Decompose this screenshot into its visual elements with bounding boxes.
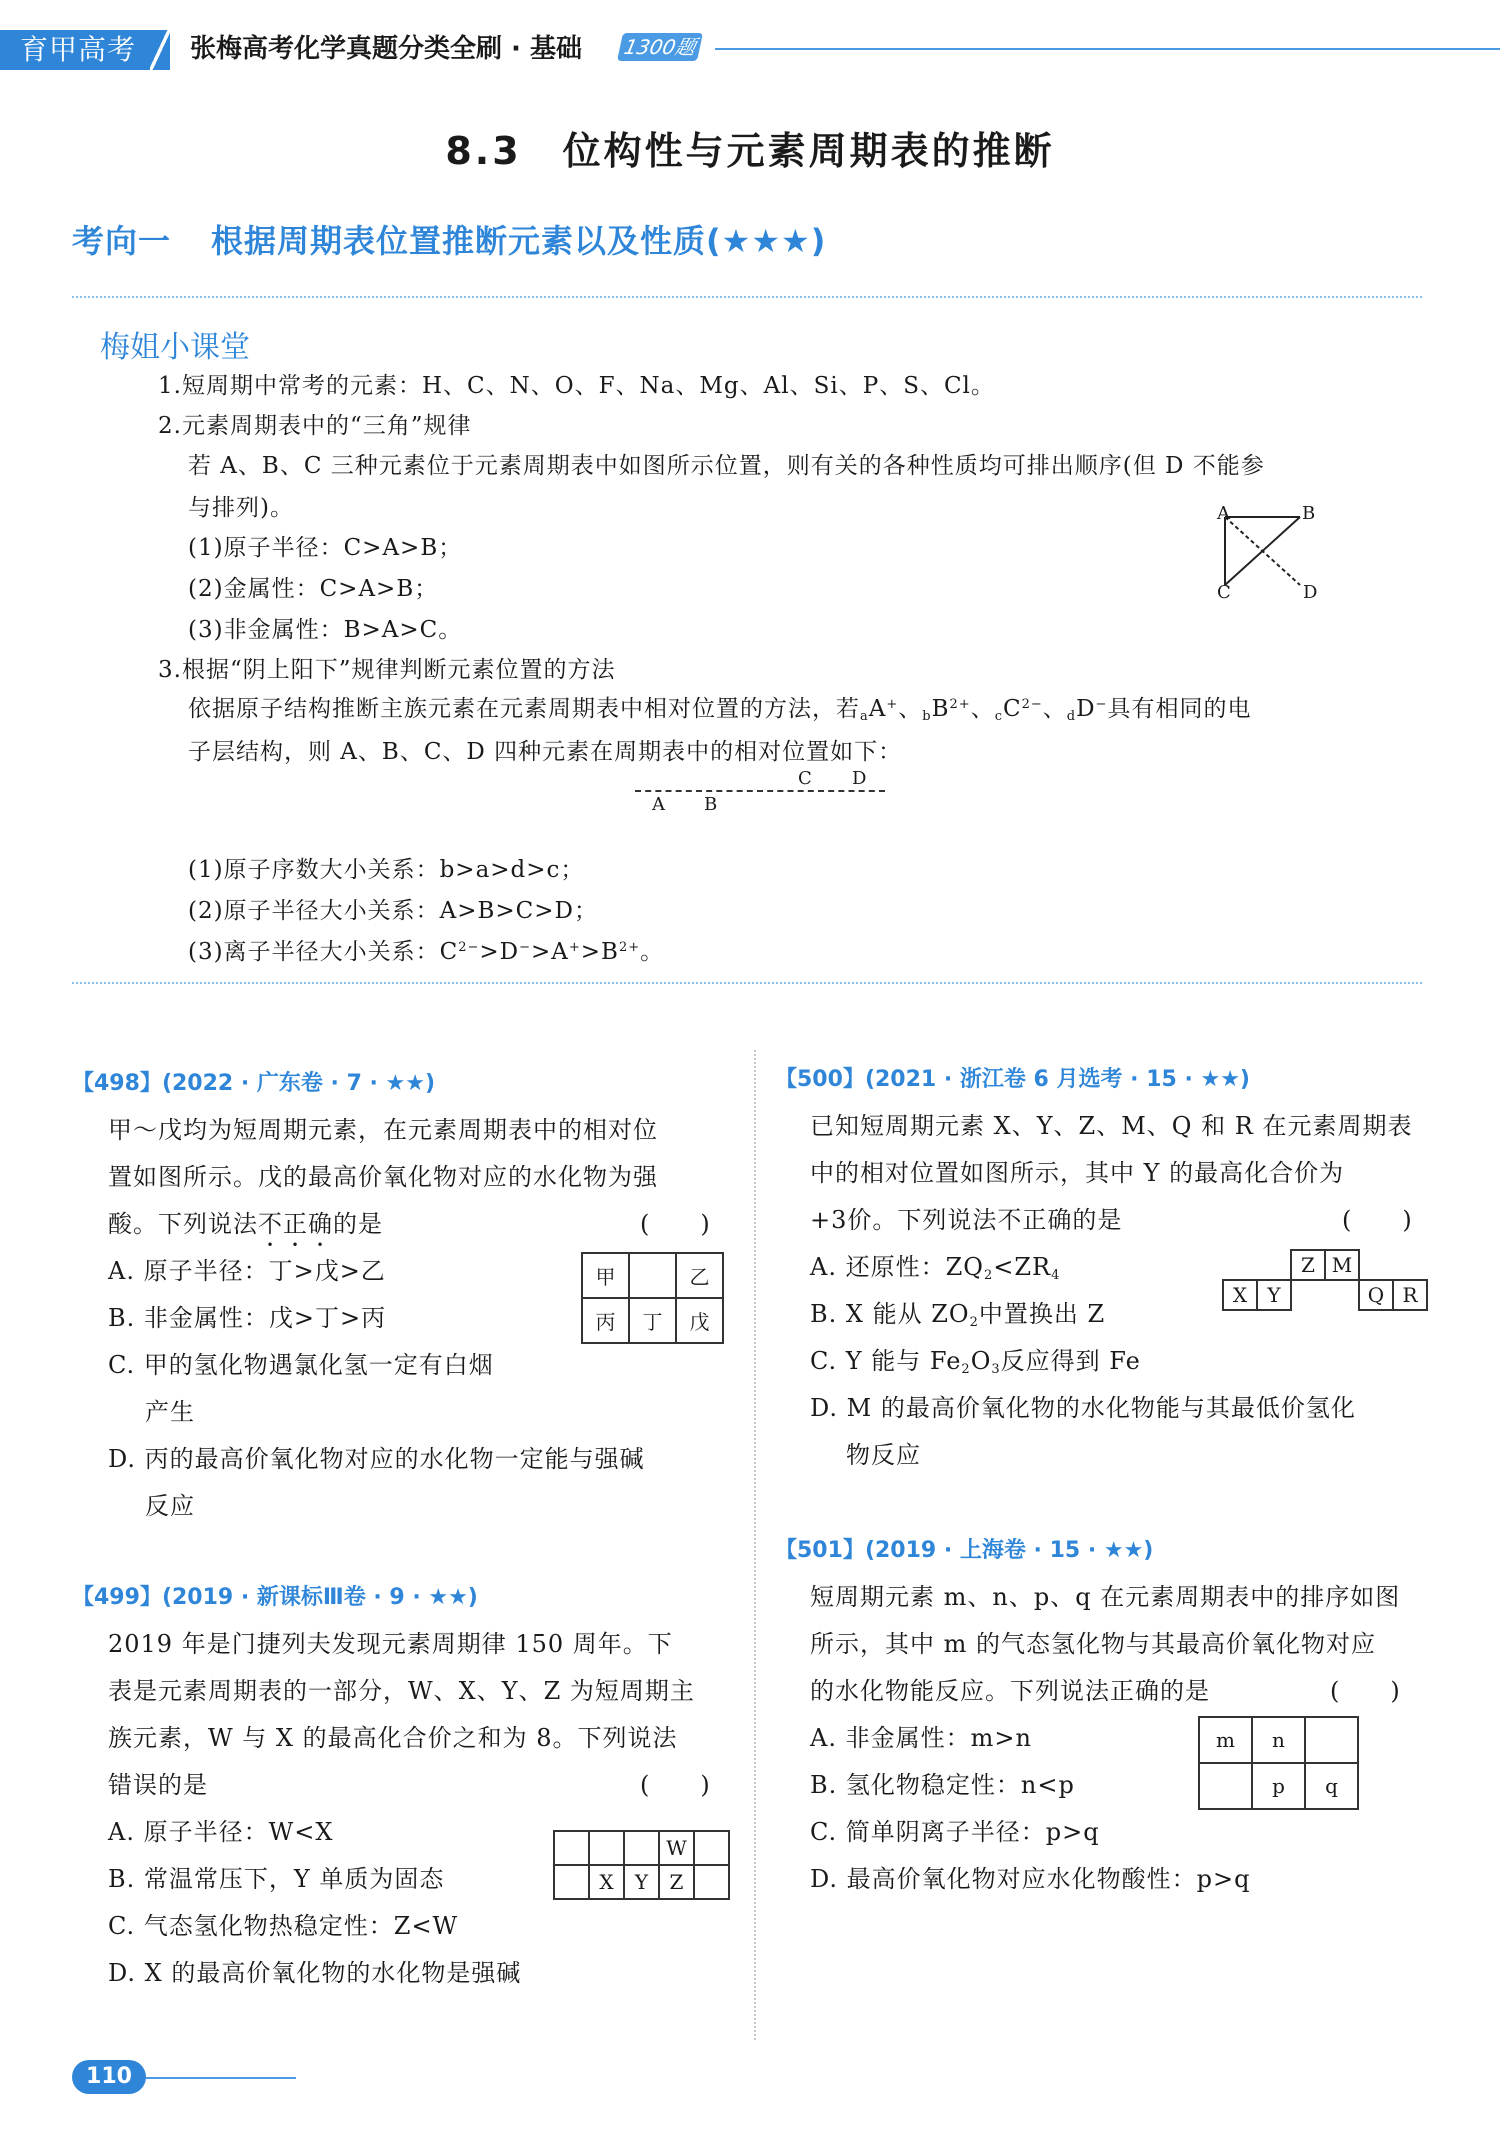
period-label-d: D xyxy=(852,768,867,789)
q500-option-a xyxy=(810,1247,1060,1283)
s3-part-4: >B xyxy=(580,939,619,965)
grid-cell: 丁 xyxy=(629,1298,676,1343)
q499-line-3: 族元素，W 与 X 的最高化合价之和为 8。下列说法 xyxy=(108,1724,678,1752)
q498-number: 【498】 xyxy=(72,1071,162,1096)
q498-answer-paren: ( ) xyxy=(640,1210,711,1238)
ion-d-charge: − xyxy=(1095,697,1108,712)
grid-cell xyxy=(624,1831,659,1865)
grid-cell xyxy=(1199,1763,1252,1809)
grid-cell: 丙 xyxy=(582,1298,629,1343)
grid-cell xyxy=(1325,1280,1359,1310)
q499-option-d: D. X 的最高价氧化物的水化物是强碱 xyxy=(108,1959,522,1987)
s3-charge-1: 2− xyxy=(458,940,480,955)
grid-cell: p xyxy=(1252,1763,1305,1809)
ion-c-charge: 2− xyxy=(1021,697,1043,712)
q498-line-1: 甲～戊均为短周期元素，在元素周期表中的相对位 xyxy=(108,1116,658,1144)
classroom-s1: (1)原子序数大小关系：b>a>d>c； xyxy=(188,857,585,883)
q499-answer-paren: ( ) xyxy=(640,1771,711,1799)
grid-cell: M xyxy=(1325,1250,1359,1280)
q498-option-d-cont: 反应 xyxy=(145,1492,195,1520)
q500-c-text-1: C. Y 能与 Fe xyxy=(810,1347,962,1375)
grid-cell: X xyxy=(1223,1280,1257,1310)
classroom-p3a xyxy=(188,690,1251,724)
page-header xyxy=(0,0,1500,70)
q501-periodic-grid xyxy=(1198,1716,1359,1810)
ion-b-subscript: b xyxy=(922,709,932,724)
period-label-b: B xyxy=(704,794,718,815)
classroom-p2b: 与排列)。 xyxy=(188,495,294,521)
q500-option-d: D. M 的最高价氧化物的水化物能与其最低价氢化 xyxy=(810,1394,1356,1422)
grid-cell: Y xyxy=(1257,1280,1291,1310)
q500-c-sub-2: 3 xyxy=(991,1362,1001,1377)
divider-bottom xyxy=(72,982,1422,984)
q498-header xyxy=(72,1066,435,1097)
ion-c-subscript: c xyxy=(994,709,1003,724)
q498-emphasis: 不正确 xyxy=(258,1210,333,1238)
grid-cell: Y xyxy=(624,1865,659,1899)
q498-option-a: A. 原子半径：丁>戊>乙 xyxy=(108,1257,386,1285)
q500-option-b xyxy=(810,1294,1105,1330)
q500-a-text-1: A. 还原性：ZQ xyxy=(810,1253,984,1281)
q500-line-2: 中的相对位置如图所示，其中 Y 的最高化合价为 xyxy=(810,1159,1345,1187)
grid-row xyxy=(582,1253,723,1298)
q501-line-2: 所示，其中 m 的气态氢化物与其最高价氧化物对应 xyxy=(810,1630,1377,1658)
q499-option-a: A. 原子半径：W<X xyxy=(108,1818,334,1846)
grid-cell xyxy=(694,1865,729,1899)
grid-cell xyxy=(554,1865,589,1899)
s3-charge-3: + xyxy=(568,940,581,955)
classroom-title: 梅姐小课堂 xyxy=(100,330,250,365)
divider-top xyxy=(72,296,1422,298)
grid-cell xyxy=(1359,1250,1393,1280)
ion-b-symbol: B xyxy=(931,696,950,722)
s3-part-2: >D xyxy=(479,939,520,965)
q498-line-2: 置如图所示。戊的最高价氧化物对应的水化物为强 xyxy=(108,1163,658,1191)
grid-cell: 甲 xyxy=(582,1253,629,1298)
classroom-r1: (1)原子半径：C>A>B； xyxy=(188,535,463,561)
q500-line-3: +3价。下列说法不正确的是 xyxy=(810,1206,1123,1234)
q499-line-4: 错误的是 xyxy=(108,1771,208,1799)
p3a-text-end: 具有相同的电 xyxy=(1107,696,1252,722)
brand-slash-decoration xyxy=(150,30,170,70)
grid-cell xyxy=(1291,1280,1325,1310)
triangle-label-a: A xyxy=(1217,503,1230,524)
section-title: 8.3 位构性与元素周期表的推断 xyxy=(445,129,1055,173)
ion-b-charge: 2+ xyxy=(949,697,971,712)
q499-header xyxy=(72,1580,478,1611)
classroom-p2: 2.元素周期表中的“三角”规律 xyxy=(158,413,472,439)
q498-option-d: D. 丙的最高价氧化物对应的水化物一定能与强碱 xyxy=(108,1445,645,1473)
classroom-r3: (3)非金属性：B>A>C。 xyxy=(188,617,463,643)
grid-cell: R xyxy=(1393,1280,1427,1310)
q498-line-3 xyxy=(108,1204,383,1252)
ion-separator-2: 、 xyxy=(970,696,995,722)
period-label-a: A xyxy=(652,794,665,815)
grid-cell xyxy=(554,1831,589,1865)
grid-cell: m xyxy=(1199,1717,1252,1763)
grid-row xyxy=(1199,1717,1358,1763)
q498-option-c: C. 甲的氢化物遇氯化氢一定有白烟 xyxy=(108,1351,494,1379)
classroom-p2a: 若 A、B、C 三种元素位于元素周期表中如图所示位置，则有关的各种性质均可排出顺序(但 D 不能参 xyxy=(188,453,1265,479)
q500-c-text-3: 反应得到 Fe xyxy=(1000,1347,1141,1375)
grid-cell: 戊 xyxy=(676,1298,723,1343)
q501-header xyxy=(775,1533,1153,1564)
q499-line-1: 2019 年是门捷列夫发现元素周期律 150 周年。下 xyxy=(108,1630,673,1658)
q500-a-sub-1: 2 xyxy=(983,1268,994,1283)
grid-row xyxy=(1223,1250,1427,1280)
page-number: 110 xyxy=(72,2060,146,2094)
q501-option-a: A. 非金属性：m>n xyxy=(810,1724,1032,1752)
s3-charge-2: − xyxy=(519,940,531,955)
q499-line-2: 表是元素周期表的一部分，W、X、Y、Z 为短周期主 xyxy=(108,1677,695,1705)
ion-a-symbol: A xyxy=(868,696,887,722)
book-title: 张梅高考化学真题分类全刷 · 基础 xyxy=(190,34,582,64)
topic-heading xyxy=(72,216,826,262)
column-divider xyxy=(754,1050,756,2040)
q501-answer-paren: ( ) xyxy=(1330,1677,1401,1705)
grid-cell xyxy=(694,1831,729,1865)
period-label-c: C xyxy=(798,768,812,789)
q498-line-3-end: 的是 xyxy=(333,1210,383,1238)
classroom-s3 xyxy=(188,933,664,966)
ion-separator-3: 、 xyxy=(1042,696,1067,722)
triangle-label-c: C xyxy=(1217,582,1231,603)
q500-b-text-2: 中置换出 Z xyxy=(978,1300,1106,1328)
triangle-diagram xyxy=(1210,500,1320,614)
q501-line-1: 短周期元素 m、n、p、q 在元素周期表中的排序如图 xyxy=(810,1583,1401,1611)
q500-a-text-2: <ZR xyxy=(993,1253,1052,1281)
grid-cell: Z xyxy=(659,1865,694,1899)
topic-text: 根据周期表位置推断元素以及性质(★★★) xyxy=(211,222,827,260)
q499-meta: (2019 · 新课标Ⅲ卷 · 9 · ★★) xyxy=(161,1585,478,1610)
q501-meta: (2019 · 上海卷 · 15 · ★★) xyxy=(864,1538,1154,1563)
q500-meta: (2021 · 浙江卷 6 月选考 · 15 · ★★) xyxy=(864,1067,1250,1092)
period-dashed-line xyxy=(635,790,885,792)
classroom-p3: 3.根据“阴上阳下”规律判断元素位置的方法 xyxy=(158,657,616,683)
q500-b-sub: 2 xyxy=(969,1315,979,1330)
grid-row xyxy=(554,1865,729,1899)
grid-cell xyxy=(1223,1250,1257,1280)
grid-row xyxy=(582,1298,723,1343)
ion-d-subscript: d xyxy=(1066,709,1077,724)
q500-option-d-cont: 物反应 xyxy=(846,1441,921,1469)
grid-cell xyxy=(1393,1250,1427,1280)
ion-a-charge: + xyxy=(886,697,899,712)
q500-c-text-2: O xyxy=(970,1347,992,1375)
q498-option-c-cont: 产生 xyxy=(145,1398,195,1426)
grid-cell xyxy=(1305,1717,1358,1763)
q500-answer-paren: ( ) xyxy=(1342,1206,1413,1234)
q500-option-c xyxy=(810,1341,1141,1377)
grid-cell: W xyxy=(659,1831,694,1865)
grid-cell: 乙 xyxy=(676,1253,723,1298)
classroom-r2: (2)金属性：C>A>B； xyxy=(188,576,439,602)
topic-lead: 考向一 xyxy=(72,222,172,260)
grid-row xyxy=(554,1831,729,1865)
grid-cell xyxy=(1257,1250,1291,1280)
classroom-p3b: 子层结构，则 A、B、C、D 四种元素在周期表中的相对位置如下： xyxy=(188,739,903,765)
s3-part-1: (3)离子半径大小关系：C xyxy=(188,939,459,965)
q500-c-sub-1: 2 xyxy=(961,1362,971,1377)
q500-line-1: 已知短周期元素 X、Y、Z、M、Q 和 R 在元素周期表 xyxy=(810,1112,1413,1140)
question-count-badge: 1300题 xyxy=(617,33,703,61)
q500-header xyxy=(775,1062,1250,1093)
q501-number: 【501】 xyxy=(775,1538,865,1563)
triangle-label-d: D xyxy=(1303,582,1318,603)
p3a-text-start: 依据原子结构推断主族元素在元素周期表中相对位置的方法，若 xyxy=(188,696,860,722)
brand-label: 育甲高考 xyxy=(0,30,150,70)
grid-cell: n xyxy=(1252,1717,1305,1763)
q498-periodic-grid xyxy=(581,1252,724,1344)
ion-c-symbol: C xyxy=(1002,696,1022,722)
s3-part-3: >A xyxy=(530,939,569,965)
grid-cell: Q xyxy=(1359,1280,1393,1310)
q499-periodic-grid xyxy=(553,1830,730,1900)
q499-option-b: B. 常温常压下，Y 单质为固态 xyxy=(108,1865,445,1893)
ion-separator-1: 、 xyxy=(898,696,923,722)
grid-row xyxy=(1199,1763,1358,1809)
q501-option-d: D. 最高价氧化物对应水化物酸性：p>q xyxy=(810,1865,1251,1893)
grid-cell xyxy=(629,1253,676,1298)
q498-meta: (2022 · 广东卷 · 7 · ★★) xyxy=(161,1071,436,1096)
q500-periodic-grid xyxy=(1222,1249,1428,1311)
triangle-label-b: B xyxy=(1302,503,1316,524)
header-rule xyxy=(715,48,1500,50)
q499-number: 【499】 xyxy=(72,1585,162,1610)
q501-line-3: 的水化物能反应。下列说法正确的是 xyxy=(810,1677,1210,1705)
ion-a-subscript: a xyxy=(860,709,869,724)
grid-cell xyxy=(589,1831,624,1865)
ion-d-symbol: D xyxy=(1076,696,1096,722)
q501-option-b: B. 氢化物稳定性：n<p xyxy=(810,1771,1075,1799)
s3-part-5: 。 xyxy=(640,939,665,965)
grid-cell: Z xyxy=(1291,1250,1325,1280)
q498-option-b: B. 非金属性：戊>丁>丙 xyxy=(108,1304,387,1332)
grid-cell: q xyxy=(1305,1763,1358,1809)
grid-cell: X xyxy=(589,1865,624,1899)
footer-rule xyxy=(146,2077,296,2079)
q500-number: 【500】 xyxy=(775,1067,865,1092)
classroom-p1: 1.短周期中常考的元素：H、C、N、O、F、Na、Mg、Al、Si、P、S、Cl。 xyxy=(158,373,995,399)
classroom-s2: (2)原子半径大小关系：A>B>C>D； xyxy=(188,898,598,924)
q499-option-c: C. 气态氢化物热稳定性：Z<W xyxy=(108,1912,459,1940)
q501-option-c: C. 简单阴离子半径：p>q xyxy=(810,1818,1100,1846)
q498-line-3-start: 酸。下列说法 xyxy=(108,1210,258,1238)
s3-charge-4: 2+ xyxy=(618,940,641,955)
q500-b-text-1: B. X 能从 ZO xyxy=(810,1300,970,1328)
grid-row xyxy=(1223,1280,1427,1310)
q500-a-sub-2: 4 xyxy=(1051,1268,1061,1283)
